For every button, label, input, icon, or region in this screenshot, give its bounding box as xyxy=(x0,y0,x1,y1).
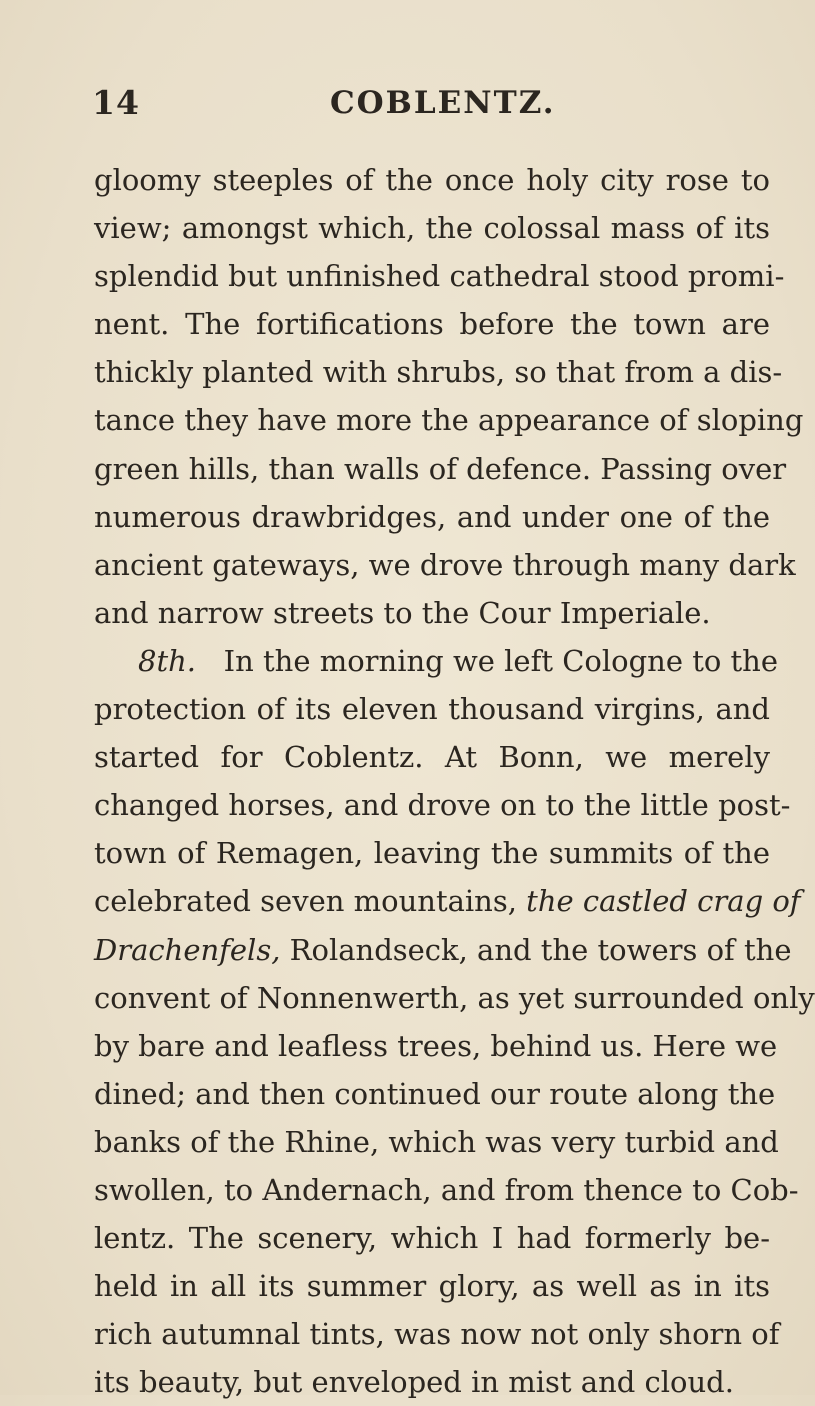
text-line: and narrow streets to the Cour Imperiale. xyxy=(94,595,711,630)
text-line xyxy=(94,877,801,925)
text-line: town of Remagen, leaving the summits of the xyxy=(94,836,770,871)
page-header xyxy=(0,78,800,128)
text-line: numerous drawbridges, and under one of the xyxy=(94,499,770,534)
text-span: In the morning we left Cologne to the xyxy=(223,643,779,678)
text-span: celebrated seven mountains, xyxy=(94,884,517,919)
text-span: Rolandseck, and the towers of the xyxy=(289,932,792,967)
italic-span: the castled crag of xyxy=(526,884,801,919)
text-line xyxy=(94,926,792,974)
text-line: splendid but unfinished cathedral stood promi- xyxy=(94,259,785,294)
text-line: thickly planted with shrubs, so that from a dis- xyxy=(94,355,783,390)
text-line xyxy=(94,637,779,685)
text-line: nent. The fortifications before the town are xyxy=(94,307,770,342)
text-line: banks of the Rhine, which was very turbid and xyxy=(94,1124,779,1159)
text-line: tance they have more the appearance of sloping xyxy=(94,403,804,438)
text-line: green hills, than walls of defence. Passing over xyxy=(94,451,787,486)
text-line: rich autumnal tints, was now not only shorn of xyxy=(94,1317,780,1352)
body-text xyxy=(94,156,815,1406)
text-line: view; amongst which, the colossal mass of its xyxy=(94,211,770,246)
text-line: started for Coblentz. At Bonn, we merely xyxy=(94,740,770,775)
text-line: convent of Nonnenwerth, as yet surrounded only xyxy=(94,980,815,1015)
page-number: 14 xyxy=(92,83,140,122)
italic-span: Drachenfels, xyxy=(94,932,281,967)
text-line: lentz. The scenery, which I had formerly be- xyxy=(94,1221,770,1256)
text-line: gloomy steeples of the once holy city rose to xyxy=(94,163,770,197)
date-label: 8th. xyxy=(138,643,196,678)
text-line: protection of its eleven thousand virgins, and xyxy=(94,692,770,727)
text-line: ancient gateways, we drove through many dark xyxy=(94,547,796,582)
text-line: changed horses, and drove on to the little post- xyxy=(94,788,791,823)
text-line: dined; and then continued our route along the xyxy=(94,1076,776,1111)
text-line: its beauty, but enveloped in mist and cloud. xyxy=(94,1365,734,1400)
running-head: COBLENTZ. xyxy=(330,85,556,121)
text-line: held in all its summer glory, as well as in its xyxy=(94,1269,770,1304)
text-line: swollen, to Andernach, and from thence to Cob- xyxy=(94,1172,799,1207)
text-line: by bare and leafless trees, behind us. Here we xyxy=(94,1028,778,1063)
